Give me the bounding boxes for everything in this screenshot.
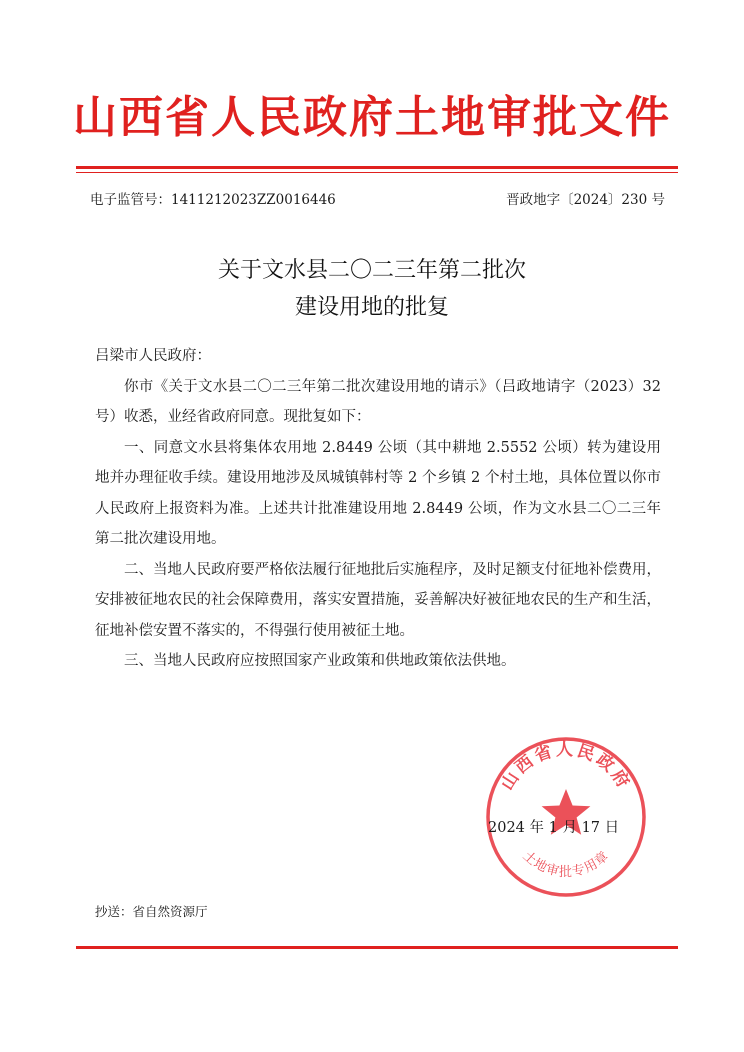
seal-text-top: 山西省人民政府 [497, 740, 635, 794]
document-title-line-2: 建设用地的批复 [294, 295, 449, 320]
header-red-rule [76, 166, 678, 169]
header-red-rule-thin [76, 172, 678, 173]
salutation: 吕梁市人民政府： [95, 348, 211, 364]
document-number: 晋政地字〔2024〕230 号 [506, 192, 665, 208]
body-paragraph: 一、同意文水县将集体农用地 2.8449 公顷（其中耕地 2.5552 公顷）转为建设用地并办理征收手续。建设用地涉及凤城镇韩村等 2 个乡镇 2 个村土地，具体位置以你市人民政府上报资料为准。上述共计批准建设用地 2.8449 公顷，作为文水县二〇二三年第二批次建设用地。 [95, 439, 661, 547]
document-title-line-1: 关于文水县二〇二三年第二批次 [217, 258, 526, 283]
document-body [95, 341, 661, 677]
footer-red-rule [76, 946, 678, 949]
seal-text-bottom: 土地审批专用章 [519, 848, 613, 881]
supervision-number: 电子监管号：1411212023ZZ0016446 [90, 192, 336, 208]
document-meta-row [90, 188, 665, 210]
body-paragraph: 你市《关于文水县二〇二三年第二批次建设用地的请示》（吕政地请字（2023）32 号）收悉，业经省政府同意。现批复如下： [95, 378, 661, 425]
body-paragraph: 二、当地人民政府要严格依法履行征地批后实施程序，及时足额支付征地补偿费用，安排被征地农民的社会保障费用，落实安置措施，妥善解决好被征地农民的生产和生活，征地补偿安置不落实的，不得强行使用被征土地。 [95, 561, 661, 639]
document-title [100, 252, 644, 326]
issue-date: 2024 年 1 月 17 日 [488, 820, 620, 836]
carbon-copy-line: 抄送：省自然资源厅 [95, 904, 208, 919]
body-paragraph: 三、当地人民政府应按照国家产业政策和供地政策依法供地。 [124, 653, 516, 669]
document-header-title: 山西省人民政府土地审批文件 [73, 92, 671, 143]
